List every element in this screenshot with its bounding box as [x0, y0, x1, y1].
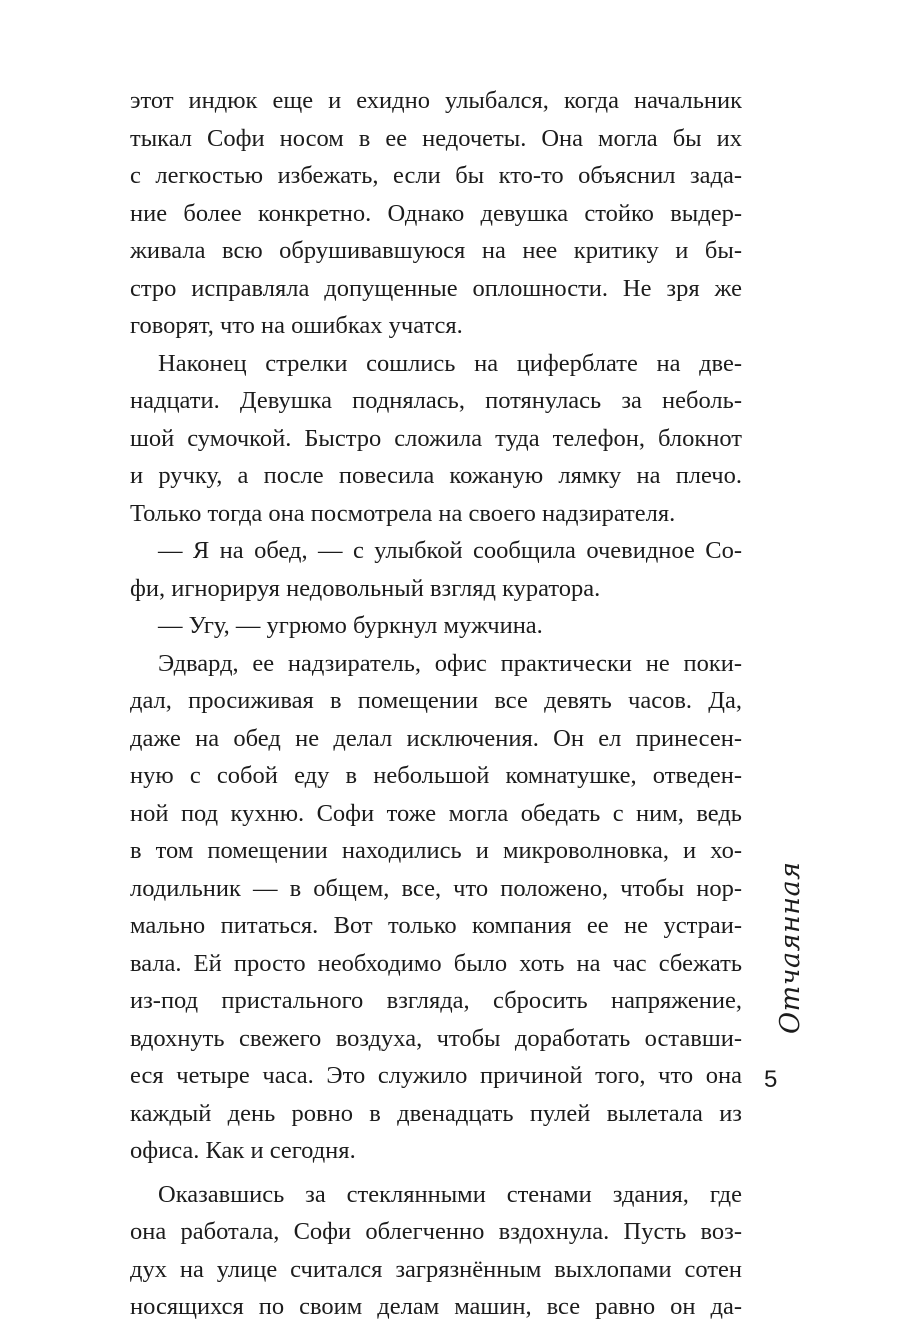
text-line: вала. Ей просто необходимо было хоть на час сбежать — [130, 949, 742, 977]
text-line: живала всю обрушивавшуюся на нее критику и бы- — [130, 237, 742, 264]
text-line: каждый день ровно в двенадцать пулей вылетала из — [130, 1099, 742, 1127]
text-line: надцати. Девушка поднялась, потянулась за неболь- — [130, 387, 742, 414]
text-line: еся четыре часа. Это служило причиной того, что она — [130, 1062, 742, 1089]
text-line: она работала, Софи облегченно вздохнула. Пусть воз- — [130, 1218, 742, 1245]
text-line: Оказавшись за стеклянными стенами здания, где — [158, 1180, 742, 1208]
text-line: фи, игнорируя недовольный взгляд куратора. — [130, 574, 601, 602]
text-line: носящихся по своим делам машин, все равно он да- — [130, 1293, 742, 1320]
text-line: дух на улице считался загрязнённым выхлопами сотен — [130, 1255, 742, 1283]
text-line: дал, просиживая в помещении все девять часов. Да, — [130, 687, 742, 714]
text-line: вдохнуть свежего воздуха, чтобы доработать оставши- — [130, 1024, 742, 1052]
text-line: Только тогда она посмотрела на своего надзирателя. — [130, 499, 676, 527]
text-line: даже на обед не делал исключения. Он ел принесен- — [130, 724, 742, 752]
text-line: мально питаться. Вот только компания ее не устраи- — [130, 912, 742, 939]
text-line: шой сумочкой. Быстро сложила туда телефон, блокнот — [130, 424, 742, 452]
text-line: офиса. Как и сегодня. — [130, 1137, 356, 1164]
running-title: Отчаянная — [775, 861, 806, 1034]
text-line: в том помещении находились и микроволновка, и хо- — [130, 837, 742, 864]
text-line: из-под пристального взгляда, сбросить напряжение, — [130, 987, 742, 1014]
page-number: 5 — [764, 1066, 778, 1093]
text-line: лодильник — в общем, все, что положено, чтобы нор- — [130, 874, 742, 902]
text-line: — Угу, — угрюмо буркнул мужчина. — [158, 612, 543, 639]
text-line: ную с собой еду в небольшой комнатушке, отведен- — [130, 762, 742, 789]
text-line: стро исправляла допущенные оплошности. Не зря же — [130, 274, 742, 302]
text-line: ние более конкретно. Однако девушка стойко выдер- — [130, 199, 742, 227]
text-line: тыкал Софи носом в ее недочеты. Она могла бы их — [130, 124, 742, 152]
text-line: с легкостью избежать, если бы кто-то объяснил зада- — [130, 162, 742, 189]
text-line: говорят, что на ошибках учатся. — [130, 312, 463, 339]
text-line: — Я на обед, — с улыбкой сообщила очевидное Со- — [158, 537, 742, 564]
text-line: ной под кухню. Софи тоже могла обедать с ним, ведь — [130, 799, 742, 827]
text-line: этот индюк еще и ехидно улыбался, когда начальник — [130, 87, 742, 114]
text-line: Наконец стрелки сошлись на циферблате на две- — [158, 349, 742, 377]
text-line: и ручку, а после повесила кожаную лямку на плечо. — [130, 462, 742, 489]
text-line: Эдвард, ее надзиратель, офис практически не поки- — [158, 649, 742, 677]
body-text — [130, 82, 742, 1326]
